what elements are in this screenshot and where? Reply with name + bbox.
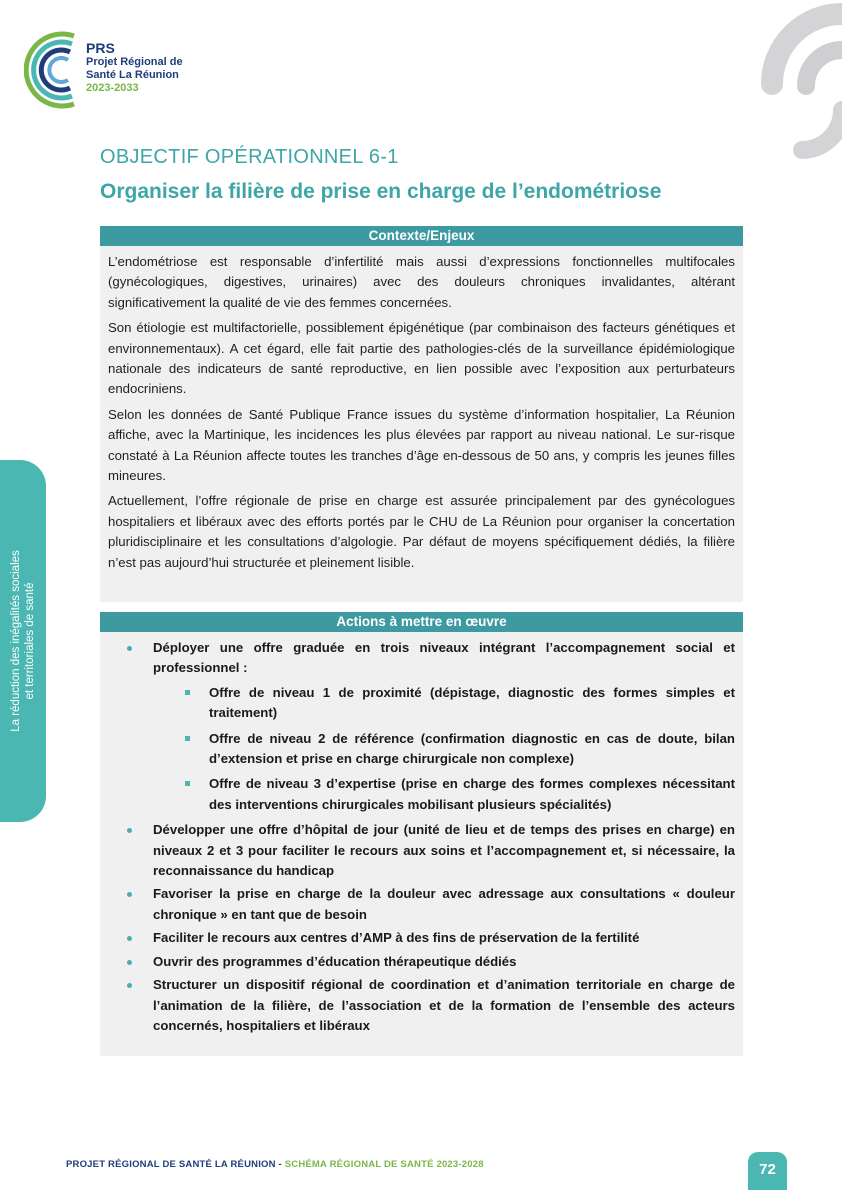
- footer-schema: SCHÉMA RÉGIONAL DE SANTÉ 2023-2028: [284, 1159, 484, 1170]
- action-item: Ouvrir des programmes d’éducation thérapeutique dédiés: [100, 952, 735, 972]
- action-item: Structurer un dispositif régional de coordination et d’animation territoriale en charge de l’animation de la filière, de l’association et de la formation de l’ensemble des acteurs concernés, hospitaliers et libéraux: [100, 975, 735, 1036]
- logo-years: 2023-2033: [86, 82, 139, 94]
- side-tab-line-2: et territoriales de santé: [24, 582, 36, 700]
- footer-project: PROJET RÉGIONAL DE SANTÉ LA RÉUNION: [66, 1159, 276, 1170]
- logo-acronym: PRS: [86, 40, 115, 56]
- action-item: Développer une offre d’hôpital de jour (unité de lieu et de temps des prises en charge) en niveaux 2 et 3 pour faciliter le recours aux soins et l’accompagnement et, si nécessaire, la reconnaissance du handicap: [100, 820, 735, 881]
- footer-separator: -: [275, 1159, 285, 1170]
- action-item: Favoriser la prise en charge de la douleur avec adressage aux consultations « douleur chronique » en tant que de besoin: [100, 884, 735, 925]
- page-footer: [66, 1159, 484, 1170]
- actions-list: [100, 638, 735, 1036]
- action-sublist: [153, 683, 735, 815]
- side-tab-line-1: La réduction des inégalités sociales: [10, 550, 22, 732]
- context-header: Contexte/Enjeux: [100, 226, 743, 246]
- context-paragraph: Actuellement, l’offre régionale de prise en charge est assurée principalement par des gynécologues hospitaliers et libéraux avec des efforts portés par le CHU de La Réunion pour organiser la concertation pluridisciplinaire et les consultations d’algologie. Par défaut de moyens spécifiquement dédiés, la filière n’est pas aujourd’hui structurée et pleinement lisible.: [108, 493, 735, 570]
- prs-logo: [24, 30, 224, 110]
- action-subitem: Offre de niveau 1 de proximité (dépistage, diagnostic des formes simples et traitement): [153, 683, 735, 724]
- action-item: [100, 638, 735, 815]
- action-item: Faciliter le recours aux centres d’AMP à des fins de préservation de la fertilité: [100, 928, 735, 948]
- action-subitem: Offre de niveau 3 d’expertise (prise en charge des formes complexes nécessitant des interventions chirurgicales mobilisant plusieurs spécialités): [153, 774, 735, 815]
- prs-logo-icon: [24, 30, 84, 110]
- section-side-tab: [0, 460, 46, 822]
- context-box: [100, 226, 743, 602]
- action-item-text: Déployer une offre graduée en trois niveaux intégrant l’accompagnement social et professionnel :: [153, 640, 735, 676]
- action-subitem: Offre de niveau 2 de référence (confirmation diagnostic en cas de doute, bilan d’extension et prise en charge chirurgicale non complexe): [153, 729, 735, 770]
- decorative-arcs: [702, 0, 842, 160]
- context-paragraph: Selon les données de Santé Publique France issues du système d’information hospitalier, La Réunion affiche, avec la Martinique, les incidences les plus élevées par rapport au niveau national. Le sur-risque constaté à La Réunion affecte toutes les tranches d’âge en-dessous de 50 ans, y compris les jeunes filles mineures.: [108, 406, 735, 484]
- page-title: Organiser la filière de prise en charge de l’endométriose: [100, 180, 662, 203]
- objective-label: OBJECTIF OPÉRATIONNEL 6-1: [100, 146, 399, 168]
- actions-box: [100, 612, 743, 1056]
- logo-line-3: Santé La Réunion: [86, 69, 179, 81]
- context-paragraph: L’endométriose est responsable d’infertilité mais aussi d’expressions fonctionnelles multifocales (gynécologiques, digestives, urinaires) avec des douleurs chroniques invalidantes, altérant significativement la qualité de vie des femmes concernées.: [108, 254, 735, 310]
- page-number: 72: [748, 1152, 787, 1190]
- actions-header: Actions à mettre en œuvre: [100, 612, 743, 632]
- logo-line-2: Projet Régional de: [86, 56, 183, 68]
- context-paragraph: Son étiologie est multifactorielle, possiblement épigénétique (par combinaison des facteurs génétiques et environnementaux). A cet égard, elle fait partie des pathologies-clés de la surveillance épidémiologique nationale des indicateurs de santé reproductive, en lien possible avec l’exposition aux perturbateurs endocriniens.: [108, 320, 735, 397]
